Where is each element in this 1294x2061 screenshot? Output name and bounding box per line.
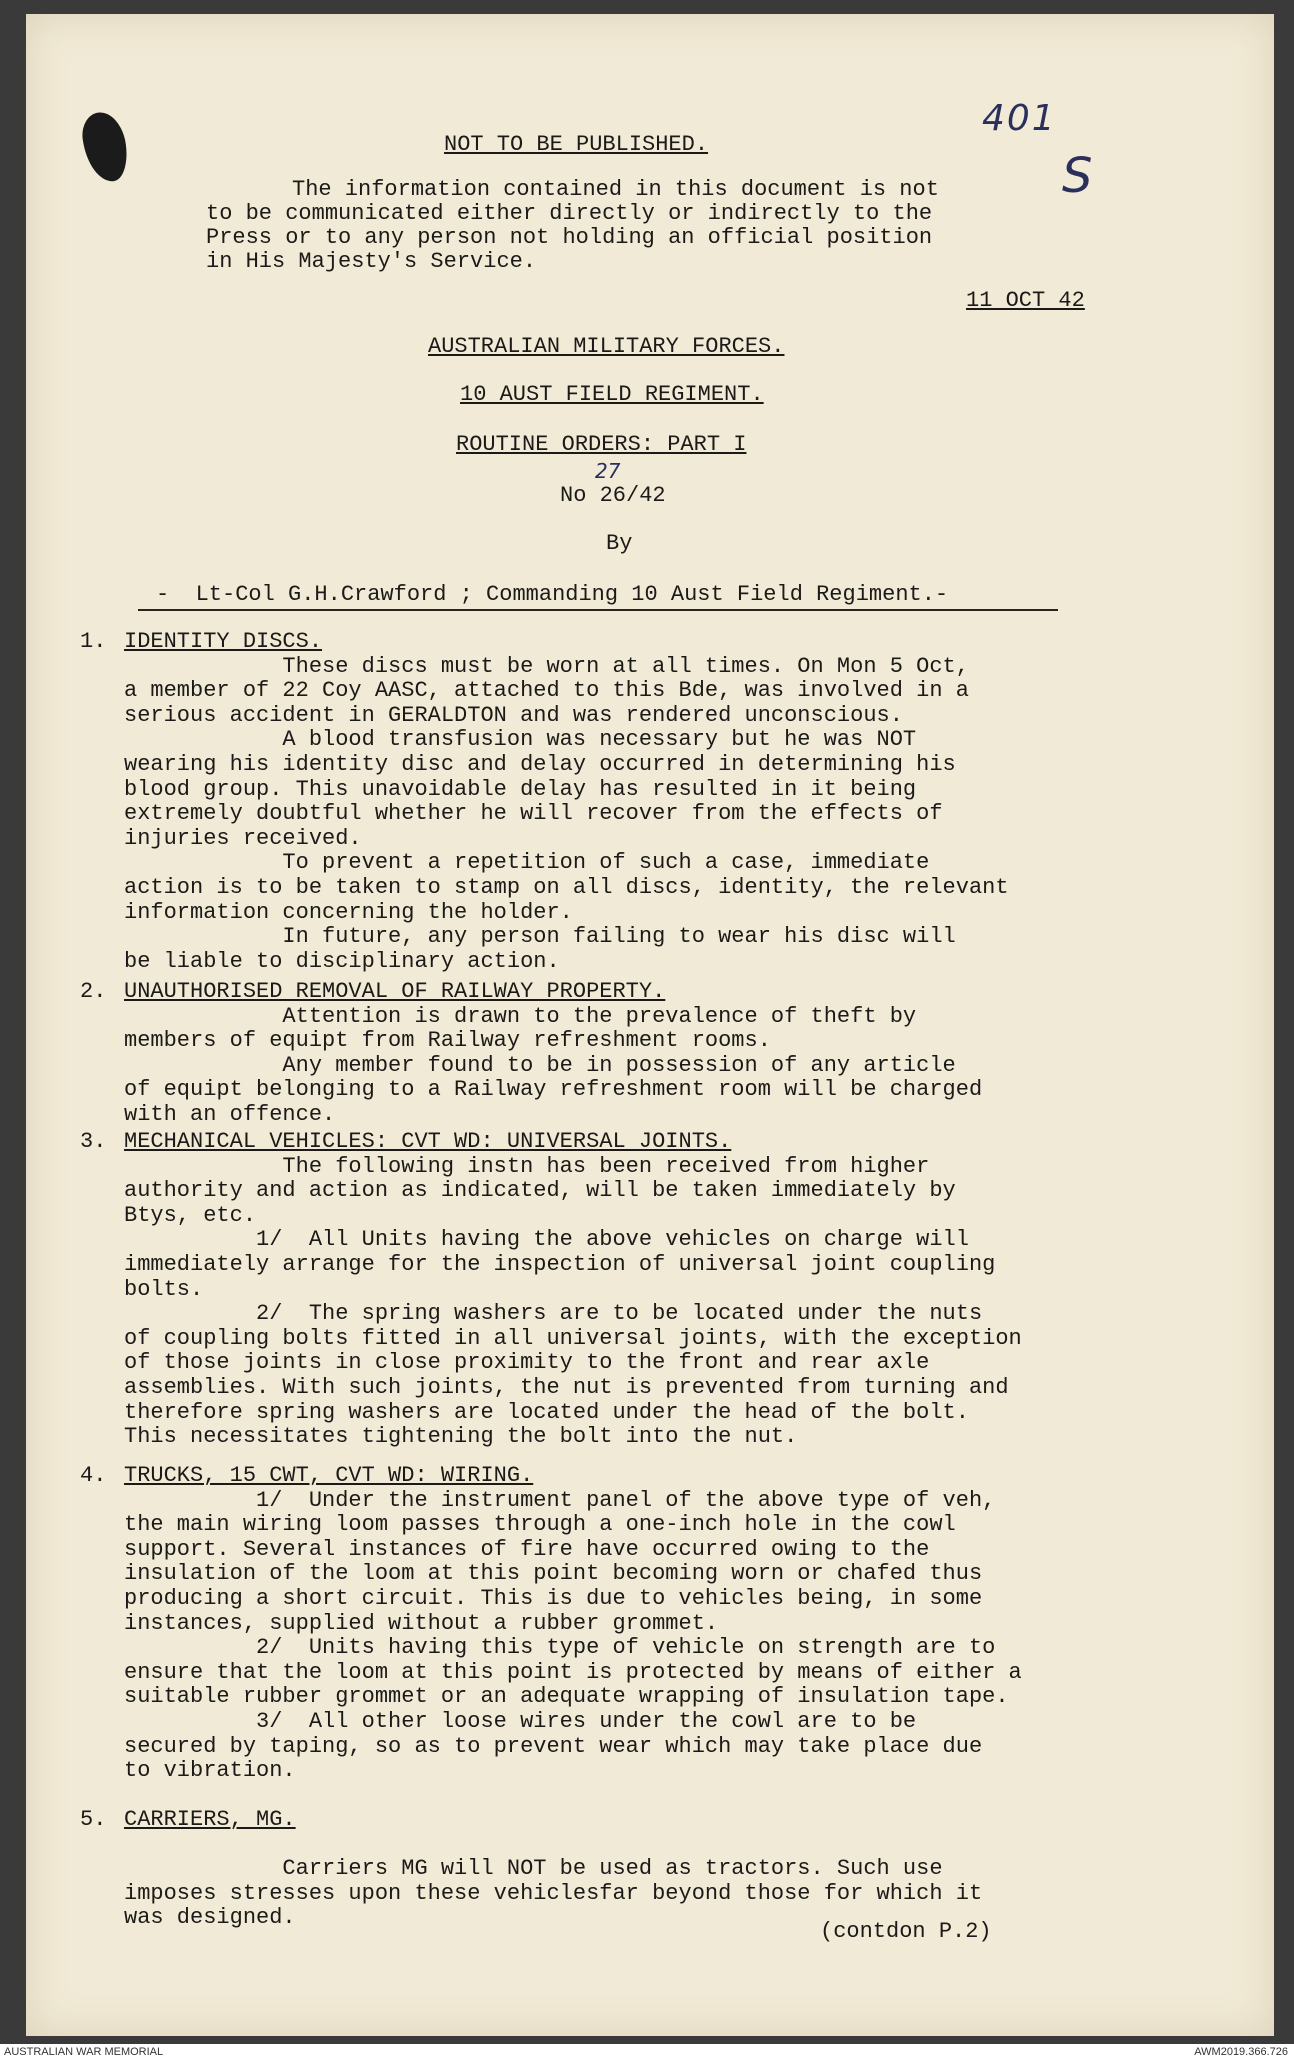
section-line: extremely doubtful whether he will recover from the effects of <box>124 801 943 827</box>
section-title: MECHANICAL VEHICLES: CVT WD: UNIVERSAL JOINTS. <box>124 1129 732 1154</box>
footer-bar <box>0 2044 1294 2061</box>
warning-line: in His Majesty's Service. <box>206 249 537 274</box>
section-line: To prevent a repetition of such a case, immediate <box>124 850 930 876</box>
section-line: suitable rubber grommet or an adequate wrapping of insulation tape. <box>124 1684 1009 1710</box>
warning-title: NOT TO BE PUBLISHED. <box>444 132 709 157</box>
section-line: Any member found to be in possession of any article <box>124 1052 956 1078</box>
section-line: The following instn has been received from higher <box>124 1153 930 1179</box>
handwritten-order-number: 27 <box>595 459 621 483</box>
section-line: 1/ Under the instrument panel of the above type of veh, <box>124 1487 996 1513</box>
section-line: bolts. <box>124 1276 204 1302</box>
section-line: of those joints in close proximity to the front and rear axle <box>124 1350 930 1376</box>
order-number: No 26/42 <box>560 483 666 508</box>
section-line: therefore spring washers are located under the head of the bolt. <box>124 1399 969 1425</box>
section-line: imposes stresses upon these vehiclesfar beyond those for which it <box>124 1880 983 1906</box>
forces-heading: AUSTRALIAN MILITARY FORCES. <box>428 334 785 359</box>
section-line: members of equipt from Railway refreshment rooms. <box>124 1028 771 1054</box>
section-number: 1. <box>80 629 107 654</box>
section-line: 2/ The spring washers are to be located under the nuts <box>124 1301 983 1327</box>
section-number: 2. <box>80 979 107 1004</box>
by-line: By <box>606 531 633 556</box>
section-line: serious accident in GERALDTON and was rendered unconscious. <box>124 702 903 728</box>
warning-line: Press or to any person not holding an official position <box>206 225 933 250</box>
section-line: ensure that the loom at this point is protected by means of either a <box>124 1659 1022 1685</box>
section-title: IDENTITY DISCS. <box>124 629 323 654</box>
section-line: 2/ Units having this type of vehicle on strength are to <box>124 1635 996 1661</box>
section-line: 3/ All other loose wires under the cowl are to be <box>124 1709 917 1734</box>
section-line: assemblies. With such joints, the nut is prevented from turning and <box>124 1375 1009 1400</box>
handwritten-mark: S <box>1062 148 1093 204</box>
section-line: In future, any person failing to wear his disc will <box>124 924 956 950</box>
section-line: be liable to disciplinary action. <box>124 948 560 974</box>
section-line: secured by taping, so as to prevent wear which may take place due <box>124 1733 983 1759</box>
section-line: of coupling bolts fitted in all universal joints, with the exception <box>124 1325 1022 1351</box>
section-line: with an offence. <box>124 1102 336 1127</box>
document-date: 11 OCT 42 <box>966 288 1085 313</box>
section-line: action is to be taken to stamp on all discs, identity, the relevant <box>124 875 1009 900</box>
section-line: to vibration. <box>124 1758 296 1784</box>
unit-heading: 10 AUST FIELD REGIMENT. <box>460 382 764 407</box>
section-line: Carriers MG will NOT be used as tractors. Such use <box>124 1856 943 1882</box>
section-line: A blood transfusion was necessary but he was NOT <box>124 727 917 753</box>
handwritten-file-number: 401 <box>982 98 1057 139</box>
section-line: authority and action as indicated, will be taken immediately by <box>124 1178 956 1204</box>
section-number: 4. <box>80 1463 107 1488</box>
section-title: TRUCKS, 15 CWT, CVT WD: WIRING. <box>124 1463 534 1488</box>
section-line: This necessitates tightening the bolt into the nut. <box>124 1424 798 1450</box>
section-line: Btys, etc. <box>124 1202 257 1228</box>
section-number: 3. <box>80 1129 107 1154</box>
section-line: support. Several instances of fire have occurred owing to the <box>124 1536 930 1562</box>
footer-id: AWM2019.366.726 <box>1194 2046 1288 2058</box>
continued-note: (contdon P.2) <box>820 1919 992 1944</box>
section-line: information concerning the holder. <box>124 899 573 925</box>
section-number: 5. <box>80 1807 107 1832</box>
section-title: UNAUTHORISED REMOVAL OF RAILWAY PROPERTY. <box>124 979 666 1004</box>
section-title: CARRIERS, MG. <box>124 1807 296 1832</box>
commander-line: - Lt-Col G.H.Crawford ; Commanding 10 Aust Field Regiment.- <box>156 582 949 607</box>
footer-source: AUSTRALIAN WAR MEMORIAL <box>4 2046 164 2058</box>
section-line: injuries received. <box>124 825 362 851</box>
section-line: wearing his identity disc and delay occurred in determining his <box>124 752 956 777</box>
warning-line: to be communicated either directly or indirectly to the <box>206 201 933 226</box>
section-line: of equipt belonging to a Railway refreshment room will be charged <box>124 1077 983 1103</box>
section-line: immediately arrange for the inspection of universal joint coupling <box>124 1252 996 1277</box>
section-line: 1/ All Units having the above vehicles on charge will <box>124 1227 969 1253</box>
section-line: was designed. <box>124 1905 296 1931</box>
section-line: producing a short circuit. This is due to vehicles being, in some <box>124 1586 983 1611</box>
section-line: the main wiring loom passes through a one-inch hole in the cowl <box>124 1512 956 1538</box>
section-line: These discs must be worn at all times. On Mon 5 Oct, <box>124 653 969 679</box>
section-line: insulation of the loom at this point becoming worn or chafed thus <box>124 1561 983 1587</box>
orders-heading: ROUTINE ORDERS: PART I <box>456 432 747 457</box>
warning-line: The information contained in this document is not <box>292 177 939 202</box>
heading-rule <box>138 609 1058 611</box>
section-line: a member of 22 Coy AASC, attached to this Bde, was involved in a <box>124 678 969 704</box>
section-line: Attention is drawn to the prevalence of theft by <box>124 1003 917 1029</box>
section-line: instances, supplied without a rubber grommet. <box>124 1610 719 1636</box>
section-line: blood group. This unavoidable delay has resulted in it being <box>124 776 917 802</box>
